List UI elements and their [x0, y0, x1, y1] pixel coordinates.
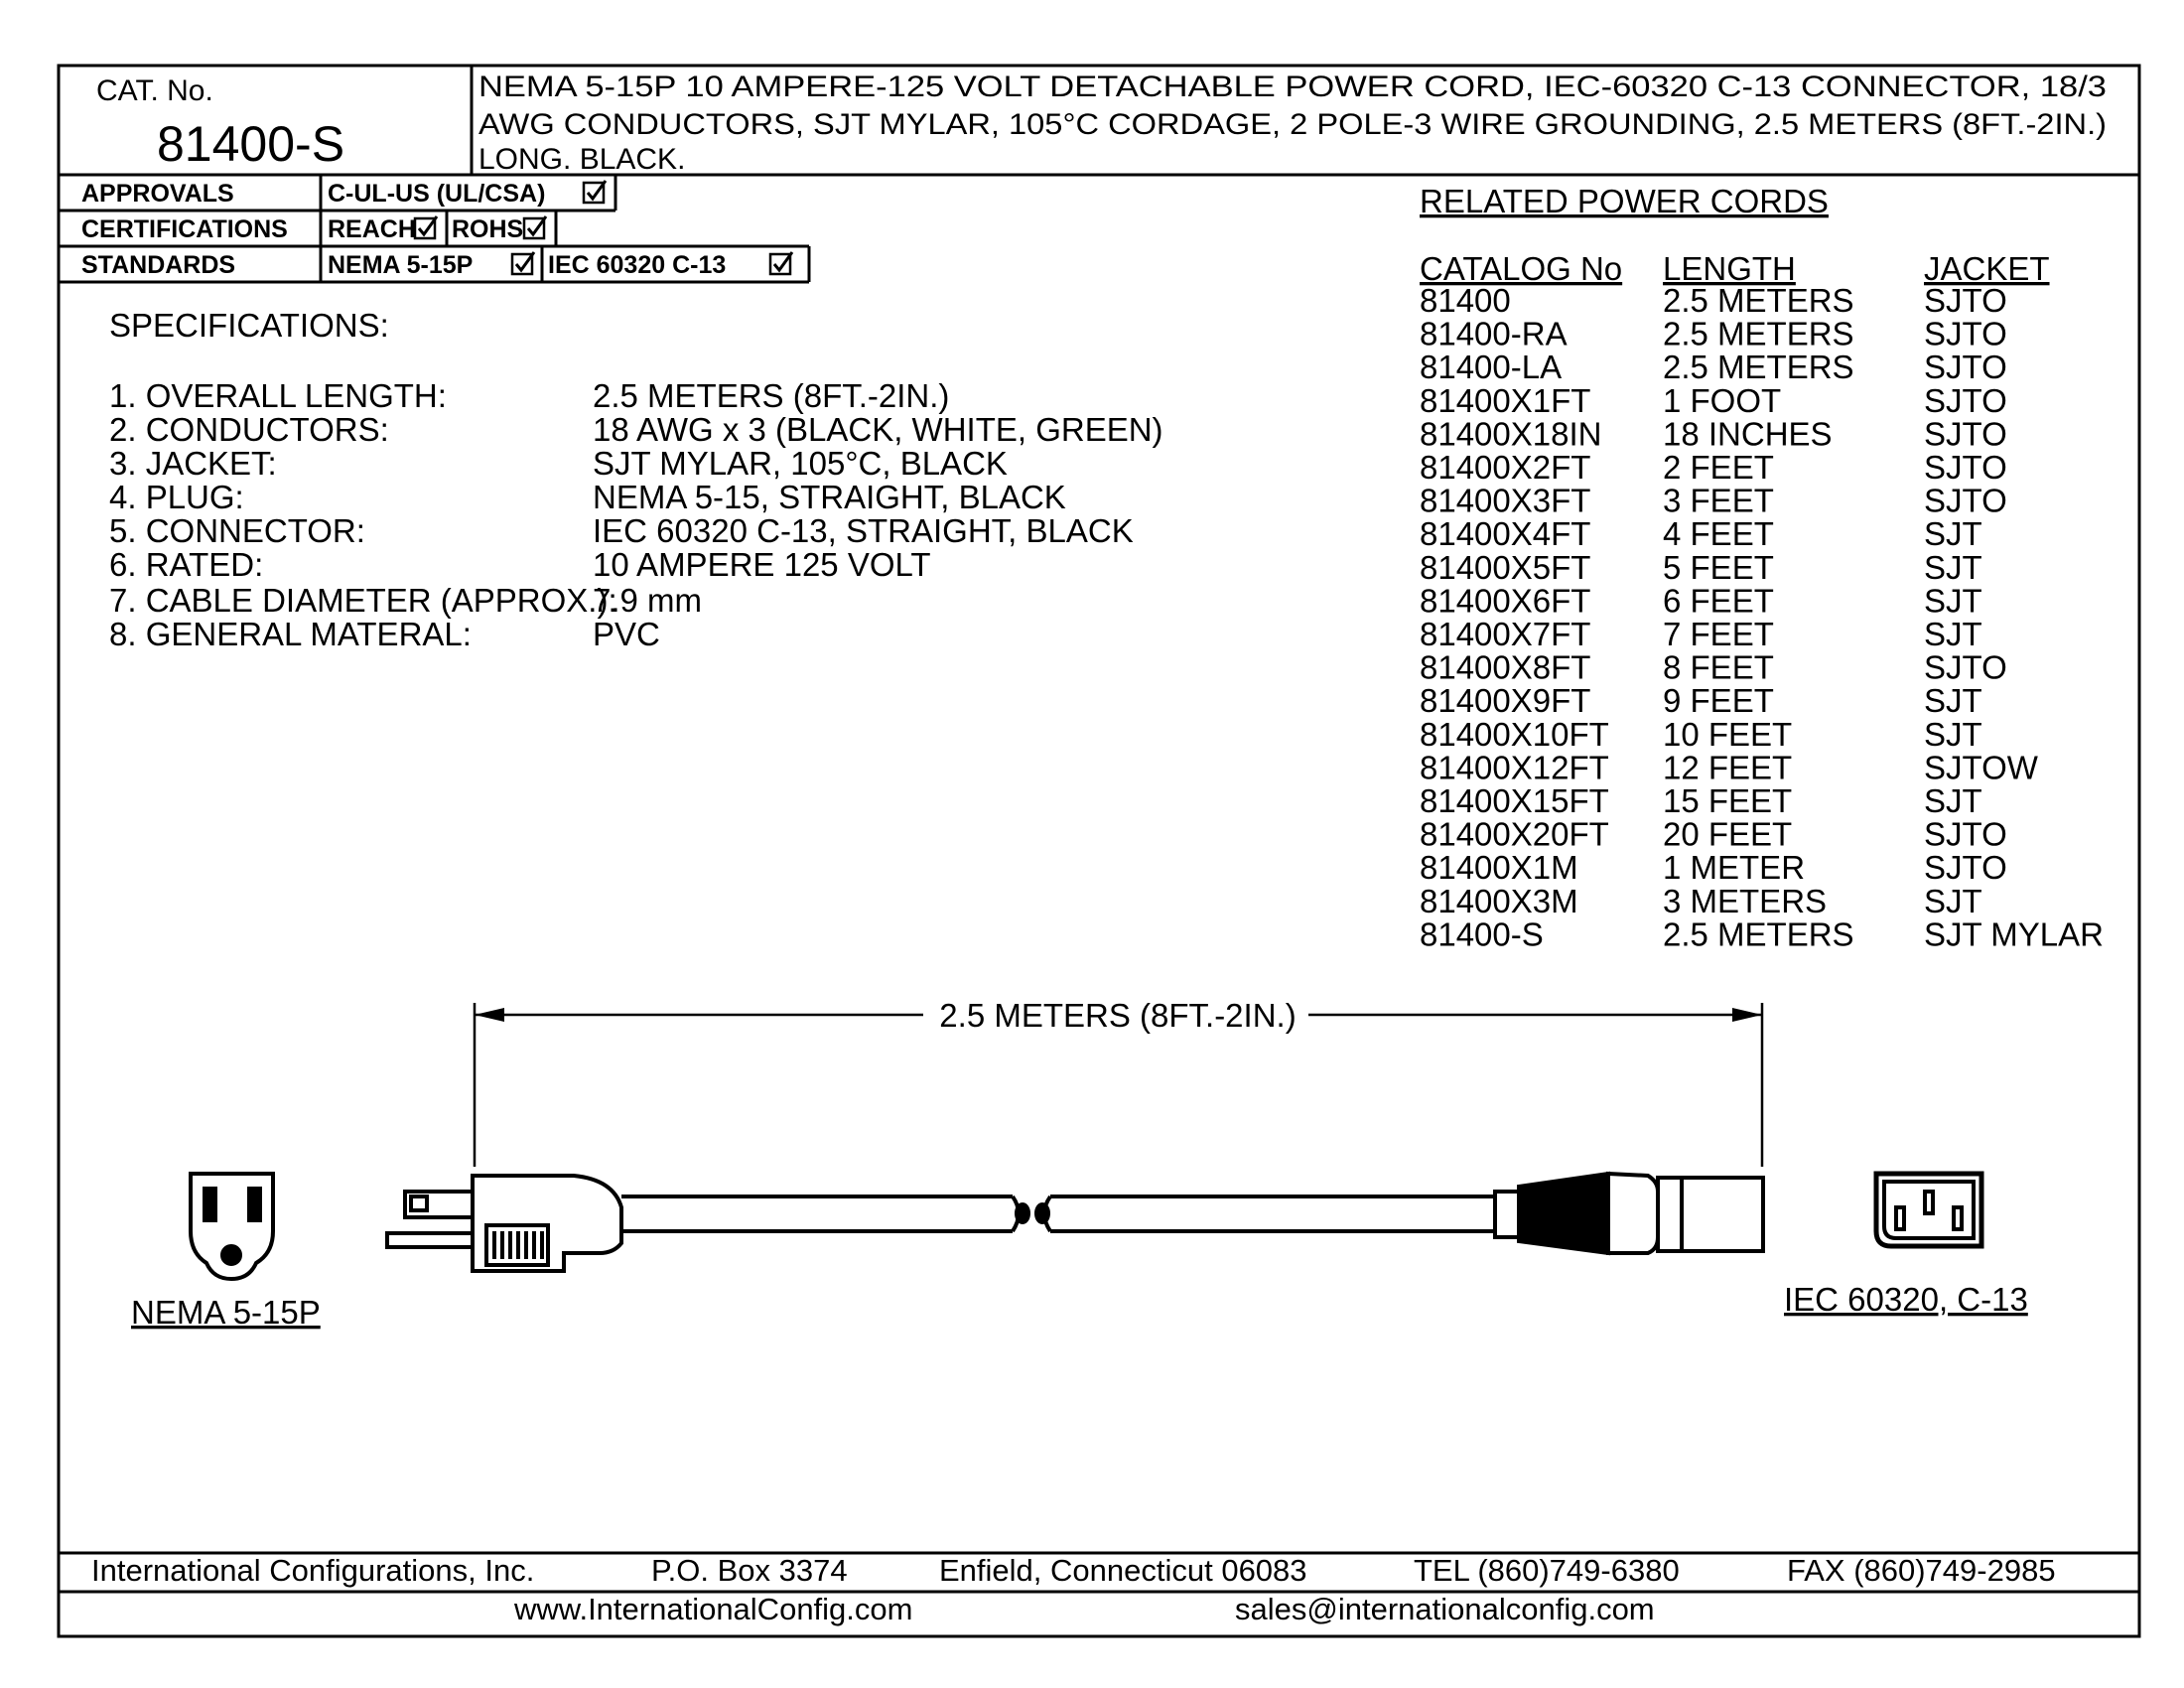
related-length-cell: 12 FEET	[1663, 749, 1793, 786]
cat-no-label: CAT. No.	[96, 74, 213, 107]
spec-label: 5. CONNECTOR:	[109, 512, 365, 549]
related-catalog-cell: 81400X8FT	[1420, 648, 1591, 686]
related-length-cell: 4 FEET	[1663, 515, 1774, 553]
related-catalog-cell: 81400X9FT	[1420, 682, 1591, 720]
certification-reach: REACH	[328, 215, 416, 243]
nema-5-15p-icon	[191, 1174, 273, 1279]
related-catalog-cell: 81400X3M	[1420, 882, 1578, 919]
related-length-cell: 2 FEET	[1663, 449, 1774, 486]
cable	[621, 1196, 1495, 1231]
related-catalog-cell: 81400X18IN	[1420, 415, 1602, 453]
related-jacket-cell: SJT	[1924, 682, 1982, 720]
spec-value: 2.5 METERS (8FT.-2IN.)	[593, 377, 950, 414]
related-jacket-cell: SJTO	[1924, 648, 2007, 686]
spec-label: 4. PLUG:	[109, 479, 244, 515]
related-jacket-cell: SJTO	[1924, 315, 2007, 352]
related-length-cell: 8 FEET	[1663, 648, 1774, 686]
related-length-cell: 3 METERS	[1663, 882, 1828, 919]
related-catalog-cell: 81400X2FT	[1420, 449, 1591, 486]
related-jacket-cell: SJT	[1924, 515, 1982, 553]
certifications-label: CERTIFICATIONS	[81, 215, 288, 243]
standard-nema: NEMA 5-15P	[328, 251, 474, 279]
related-catalog-cell: 81400X10FT	[1420, 715, 1609, 753]
related-table-body	[1420, 282, 2104, 952]
related-jacket-cell: SJT	[1924, 715, 1982, 753]
spec-label: 7. CABLE DIAMETER (APPROX.):	[109, 582, 617, 619]
spec-value: 7.9 mm	[593, 582, 703, 619]
related-jacket-cell: SJT	[1924, 882, 1982, 919]
related-header-catalog: CATALOG No	[1420, 250, 1623, 287]
description-line-3: LONG. BLACK.	[478, 143, 686, 176]
related-jacket-cell: SJTO	[1924, 381, 2007, 419]
related-length-cell: 6 FEET	[1663, 582, 1774, 620]
related-jacket-cell: SJT	[1924, 616, 1982, 652]
related-catalog-cell: 81400X12FT	[1420, 749, 1609, 786]
related-jacket-cell: SJTO	[1924, 815, 2007, 853]
related-catalog-cell: 81400X4FT	[1420, 515, 1591, 553]
specifications-title: SPECIFICATIONS:	[109, 307, 389, 344]
related-catalog-cell: 81400X1FT	[1420, 381, 1591, 419]
related-catalog-cell: 81400X6FT	[1420, 582, 1591, 620]
plug-body	[387, 1176, 621, 1271]
description-line-2: AWG CONDUCTORS, SJT MYLAR, 105°C CORDAGE, 2 POLE-3 WIRE GROUNDING, 2.5 METERS (8FT.-2IN.)	[478, 108, 2107, 141]
related-jacket-cell: SJTO	[1924, 415, 2007, 453]
related-title: RELATED POWER CORDS	[1420, 183, 1829, 219]
approvals-item: C-UL-US (UL/CSA)	[328, 180, 546, 208]
related-catalog-cell: 81400X5FT	[1420, 548, 1591, 586]
related-jacket-cell: SJTO	[1924, 482, 2007, 519]
related-header-length: LENGTH	[1663, 250, 1796, 287]
footer-email[interactable]: sales@internationalconfig.com	[1235, 1592, 1655, 1626]
related-length-cell: 2.5 METERS	[1663, 349, 1854, 386]
related-length-cell: 15 FEET	[1663, 782, 1793, 819]
related-jacket-cell: SJT	[1924, 548, 1982, 586]
related-catalog-cell: 81400X3FT	[1420, 482, 1591, 519]
iec-c13-icon	[1876, 1174, 1981, 1246]
standard-iec: IEC 60320 C-13	[548, 251, 727, 279]
related-jacket-cell: SJTO	[1924, 349, 2007, 386]
spec-value: 18 AWG x 3 (BLACK, WHITE, GREEN)	[593, 411, 1163, 448]
related-jacket-cell: SJTO	[1924, 449, 2007, 486]
certification-rohs: ROHS	[452, 215, 524, 243]
related-length-cell: 5 FEET	[1663, 548, 1774, 586]
related-length-cell: 7 FEET	[1663, 616, 1774, 652]
spec-value: SJT MYLAR, 105°C, BLACK	[593, 445, 1008, 482]
related-length-cell: 1 FOOT	[1663, 381, 1782, 419]
related-jacket-cell: SJT	[1924, 782, 1982, 819]
spec-value: IEC 60320 C-13, STRAIGHT, BLACK	[593, 512, 1134, 549]
related-catalog-cell: 81400	[1420, 282, 1511, 319]
related-length-cell: 18 INCHES	[1663, 415, 1833, 453]
catalog-number: 81400-S	[157, 116, 345, 172]
footer-pobox: P.O. Box 3374	[651, 1553, 848, 1588]
spec-label: 3. JACKET:	[109, 445, 277, 482]
related-length-cell: 1 METER	[1663, 849, 1806, 887]
related-length-cell: 2.5 METERS	[1663, 282, 1854, 319]
footer-city: Enfield, Connecticut 06083	[939, 1553, 1307, 1588]
related-length-cell: 10 FEET	[1663, 715, 1793, 753]
spec-list	[109, 377, 1163, 652]
description-line-1: NEMA 5-15P 10 AMPERE-125 VOLT DETACHABLE POWER CORD, IEC-60320 C-13 CONNECTOR, 18/3	[478, 70, 2107, 103]
related-jacket-cell: SJTO	[1924, 282, 2007, 319]
footer-website[interactable]: www.InternationalConfig.com	[514, 1592, 913, 1626]
related-length-cell: 20 FEET	[1663, 815, 1793, 853]
standards-label: STANDARDS	[81, 251, 236, 279]
checkbox-icon	[770, 252, 792, 274]
related-jacket-cell: SJT	[1924, 582, 1982, 620]
footer-tel: TEL (860)749-6380	[1414, 1553, 1680, 1588]
related-jacket-cell: SJTOW	[1924, 749, 2038, 786]
related-catalog-cell: 81400-LA	[1420, 349, 1563, 386]
spec-value: 10 AMPERE 125 VOLT	[593, 546, 931, 583]
related-catalog-cell: 81400X20FT	[1420, 815, 1609, 853]
connector-body	[1495, 1174, 1763, 1253]
spec-label: 1. OVERALL LENGTH:	[109, 377, 447, 414]
checkbox-icon	[584, 181, 606, 203]
related-length-cell: 9 FEET	[1663, 682, 1774, 720]
dimension-label: 2.5 METERS (8FT.-2IN.)	[939, 997, 1297, 1034]
related-length-cell: 2.5 METERS	[1663, 315, 1854, 352]
related-catalog-cell: 81400-RA	[1420, 315, 1568, 352]
checkbox-icon	[524, 216, 546, 238]
connector-label: IEC 60320, C-13	[1784, 1281, 2028, 1318]
related-catalog-cell: 81400X1M	[1420, 849, 1578, 887]
spec-label: 8. GENERAL MATERAL:	[109, 616, 472, 652]
checkbox-icon	[415, 216, 437, 238]
spec-label: 6. RATED:	[109, 546, 264, 583]
spec-value: NEMA 5-15, STRAIGHT, BLACK	[593, 479, 1066, 515]
related-header-jacket: JACKET	[1924, 250, 2050, 287]
spec-label: 2. CONDUCTORS:	[109, 411, 389, 448]
checkbox-icon	[512, 252, 534, 274]
plug-label: NEMA 5-15P	[131, 1294, 321, 1331]
related-catalog-cell: 81400X7FT	[1420, 616, 1591, 652]
footer-fax: FAX (860)749-2985	[1787, 1553, 2056, 1588]
footer-company: International Configurations, Inc.	[91, 1553, 535, 1588]
related-length-cell: 3 FEET	[1663, 482, 1774, 519]
spec-value: PVC	[593, 616, 660, 652]
approvals-label: APPROVALS	[81, 180, 234, 208]
related-length-cell: 2.5 METERS	[1663, 915, 1854, 953]
related-jacket-cell: SJT MYLAR	[1924, 915, 2104, 953]
related-catalog-cell: 81400-S	[1420, 915, 1544, 953]
related-catalog-cell: 81400X15FT	[1420, 782, 1609, 819]
related-jacket-cell: SJTO	[1924, 849, 2007, 887]
